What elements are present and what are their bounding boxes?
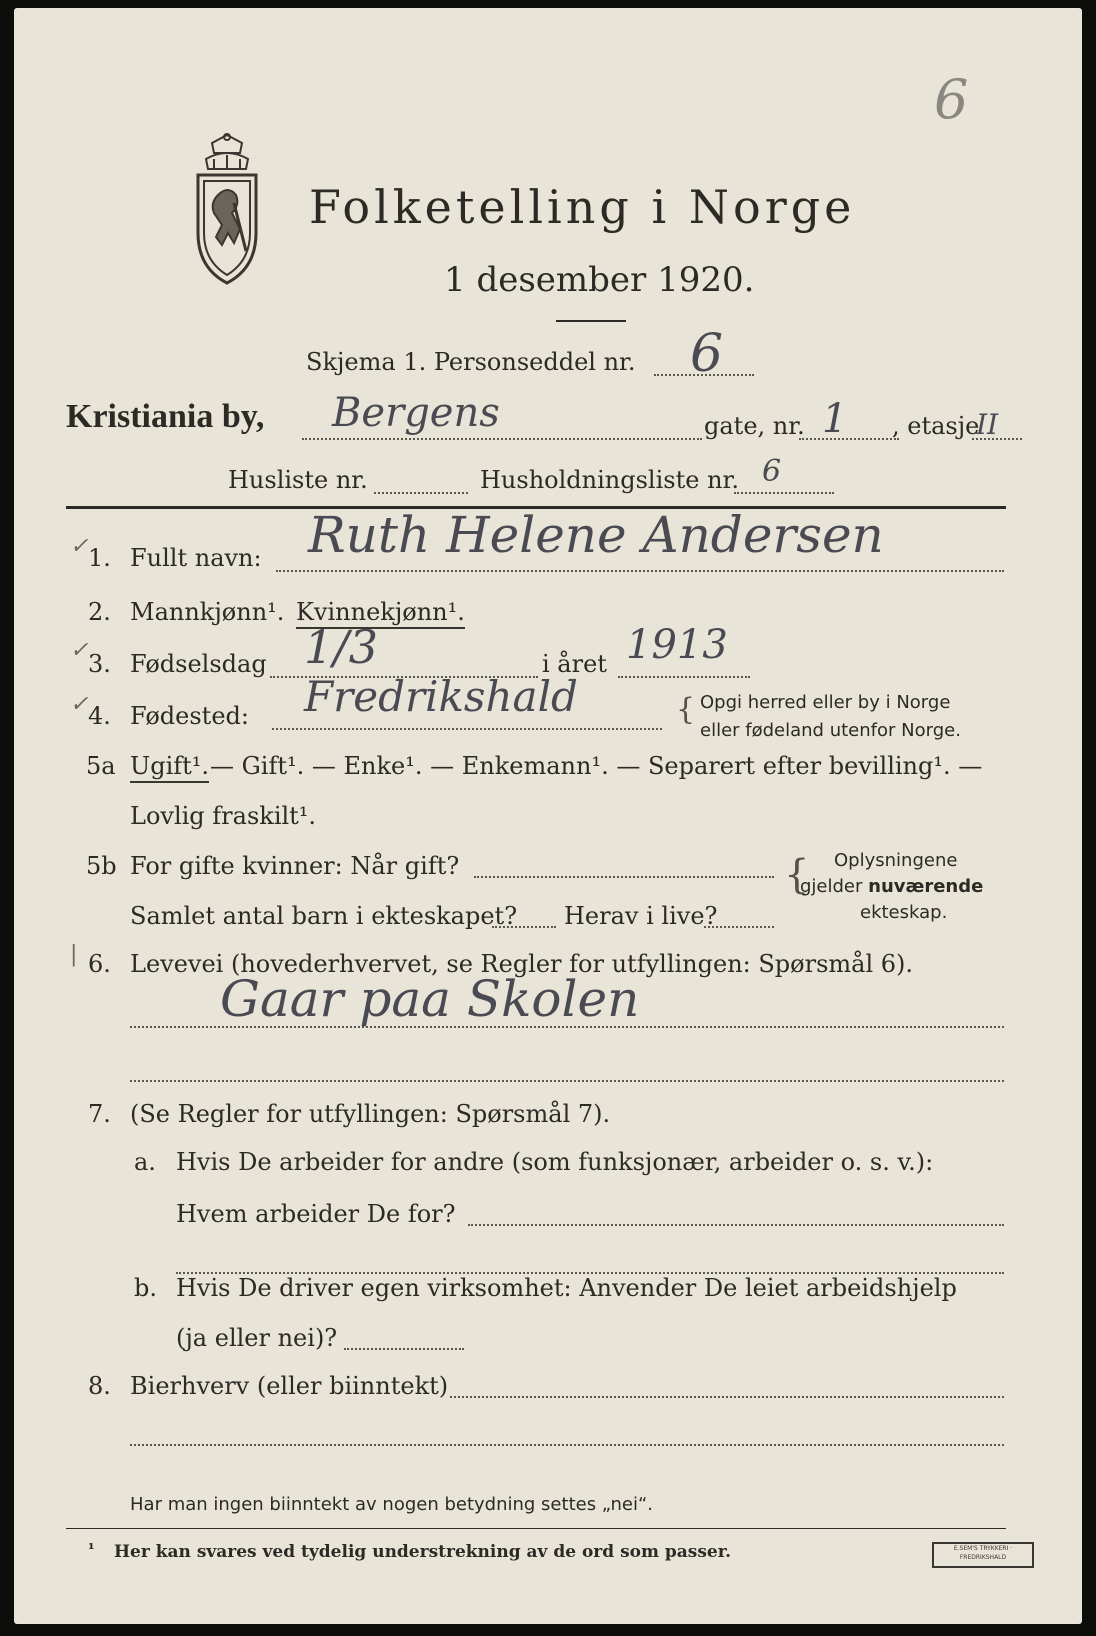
- q5b-note-gjelder: gjelder: [800, 876, 869, 897]
- gate-nr-value[interactable]: 1: [822, 396, 848, 442]
- schema-label: Skjema 1. Personseddel nr.: [306, 348, 636, 376]
- q3-label: Fødselsdag: [130, 650, 267, 678]
- q7a-employer-label: Hvem arbeider De for?: [176, 1200, 456, 1228]
- check-mark-1: ✓: [70, 534, 89, 559]
- street-line: [302, 438, 702, 440]
- q8-line-2: [130, 1444, 1004, 1446]
- q6-number: 6.: [88, 950, 111, 978]
- q3-year-label: i året: [542, 650, 607, 678]
- q3-year-line: [618, 676, 750, 678]
- q8-label: Bierhverv (eller biinntekt): [130, 1372, 449, 1400]
- husliste-label: Husliste nr.: [228, 466, 368, 494]
- etasje-label: , etasje: [892, 412, 980, 440]
- q3-birth-date[interactable]: 1/3: [304, 620, 379, 674]
- q6-line-2: [130, 1080, 1004, 1082]
- q5b-note-line1: Oplysningene: [834, 850, 958, 871]
- q5b-alive-line: [704, 926, 774, 928]
- census-form-sheet: [14, 8, 1082, 1624]
- q7a-question: Hvis De arbeider for andre (som funksjonær, arbeider o. s. v.):: [176, 1148, 934, 1176]
- footnote-text: Her kan svares ved tydelig understrekning av de ord som passer.: [114, 1542, 732, 1562]
- q3-number: 3.: [88, 650, 111, 678]
- form-title: Folketelling i Norge: [309, 180, 856, 234]
- printer-stamp: E.SEM'S TRYKKERI · FREDRIKSHALD: [932, 1542, 1034, 1568]
- q4-label: Fødested:: [130, 702, 249, 730]
- q5b-note-line2: [800, 876, 983, 897]
- q5a-lovlig-fraskilt[interactable]: Lovlig fraskilt¹.: [130, 802, 317, 830]
- q5b-children-line: [492, 926, 556, 928]
- husholdning-label: Husholdningsliste nr.: [480, 466, 739, 494]
- q7a-employer-line: [468, 1224, 1004, 1226]
- q5a-other-options[interactable]: — Gift¹. — Enke¹. — Enkemann¹. — Separert efter bevilling¹. —: [210, 752, 983, 780]
- q7b-letter: b.: [134, 1274, 157, 1302]
- q7b-line: [344, 1348, 464, 1350]
- check-mark-4: ✓: [70, 692, 89, 717]
- husliste-line: [374, 492, 468, 494]
- q6-occupation[interactable]: Gaar paa Skolen: [220, 970, 640, 1028]
- q2-male-option[interactable]: Mannkjønn¹.: [130, 598, 285, 626]
- q8-number: 8.: [88, 1372, 111, 1400]
- q5b-label: For gifte kvinner: Når gift?: [130, 852, 460, 880]
- q5b-children-label: Samlet antal barn i ekteskapet?: [130, 902, 518, 930]
- q8-note: Har man ingen biinntekt av nogen betydning settes „nei“.: [130, 1494, 654, 1515]
- q3-birth-year[interactable]: 1913: [626, 622, 728, 668]
- city-label: Kristiania by,: [66, 398, 265, 435]
- q5b-brace: {: [784, 852, 810, 898]
- q5a-ugift-option[interactable]: Ugift¹.: [130, 752, 209, 783]
- personseddel-number[interactable]: 6: [690, 324, 724, 384]
- footnote-separator: [66, 1528, 1006, 1529]
- q7a-letter: a.: [134, 1148, 156, 1176]
- q5b-number: 5b: [86, 852, 117, 880]
- q7b-question: Hvis De driver egen virksomhet: Anvender De leiet arbeidshjelp: [176, 1274, 957, 1302]
- q5a-number: 5a: [86, 752, 116, 780]
- husholdning-line: [734, 492, 834, 494]
- q5b-note-nuvaerende: nuværende: [868, 876, 984, 897]
- q8-line-1: [450, 1396, 1004, 1398]
- q4-note-line1: Opgi herred eller by i Norge: [700, 692, 951, 713]
- title-divider: [556, 320, 626, 322]
- q4-note-line2: eller fødeland utenfor Norge.: [700, 720, 961, 741]
- q4-line: [272, 728, 662, 730]
- etasje-value[interactable]: II: [976, 408, 999, 441]
- q4-brace: {: [676, 692, 696, 727]
- q4-number: 4.: [88, 702, 111, 730]
- q5b-note-line3: ekteskap.: [860, 902, 948, 923]
- gate-nr-line: [799, 438, 899, 440]
- q7-number: 7.: [88, 1100, 111, 1128]
- corner-number: 6: [934, 68, 969, 131]
- q1-full-name[interactable]: Ruth Helene Andersen: [308, 506, 884, 564]
- q4-birthplace[interactable]: Fredrikshald: [304, 672, 578, 721]
- q6-label: Levevei (hovederhvervet, se Regler for utfyllingen: Spørsmål 6).: [130, 950, 914, 978]
- q1-line: [276, 570, 1004, 572]
- footnote-mark: ¹: [88, 1540, 95, 1558]
- q5b-alive-label: Herav i live?: [564, 902, 718, 930]
- q1-number: 1.: [88, 544, 111, 572]
- q7-label: (Se Regler for utfyllingen: Spørsmål 7).: [130, 1100, 611, 1128]
- check-mark-3: ✓: [70, 638, 89, 663]
- husholdning-value[interactable]: 6: [762, 454, 782, 489]
- q2-female-option[interactable]: Kvinnekjønn¹.: [296, 598, 465, 629]
- q7b-yes-no-label: (ja eller nei)?: [176, 1324, 338, 1352]
- check-mark-6: |: [70, 942, 78, 967]
- census-date: 1 desember 1920.: [444, 260, 755, 300]
- q2-number: 2.: [88, 598, 111, 626]
- street-value[interactable]: Bergens: [332, 390, 500, 436]
- q1-label: Fullt navn:: [130, 544, 262, 572]
- q5b-married-line: [474, 876, 774, 878]
- coat-of-arms-icon: [184, 133, 270, 293]
- gate-label: gate, nr.: [704, 412, 805, 440]
